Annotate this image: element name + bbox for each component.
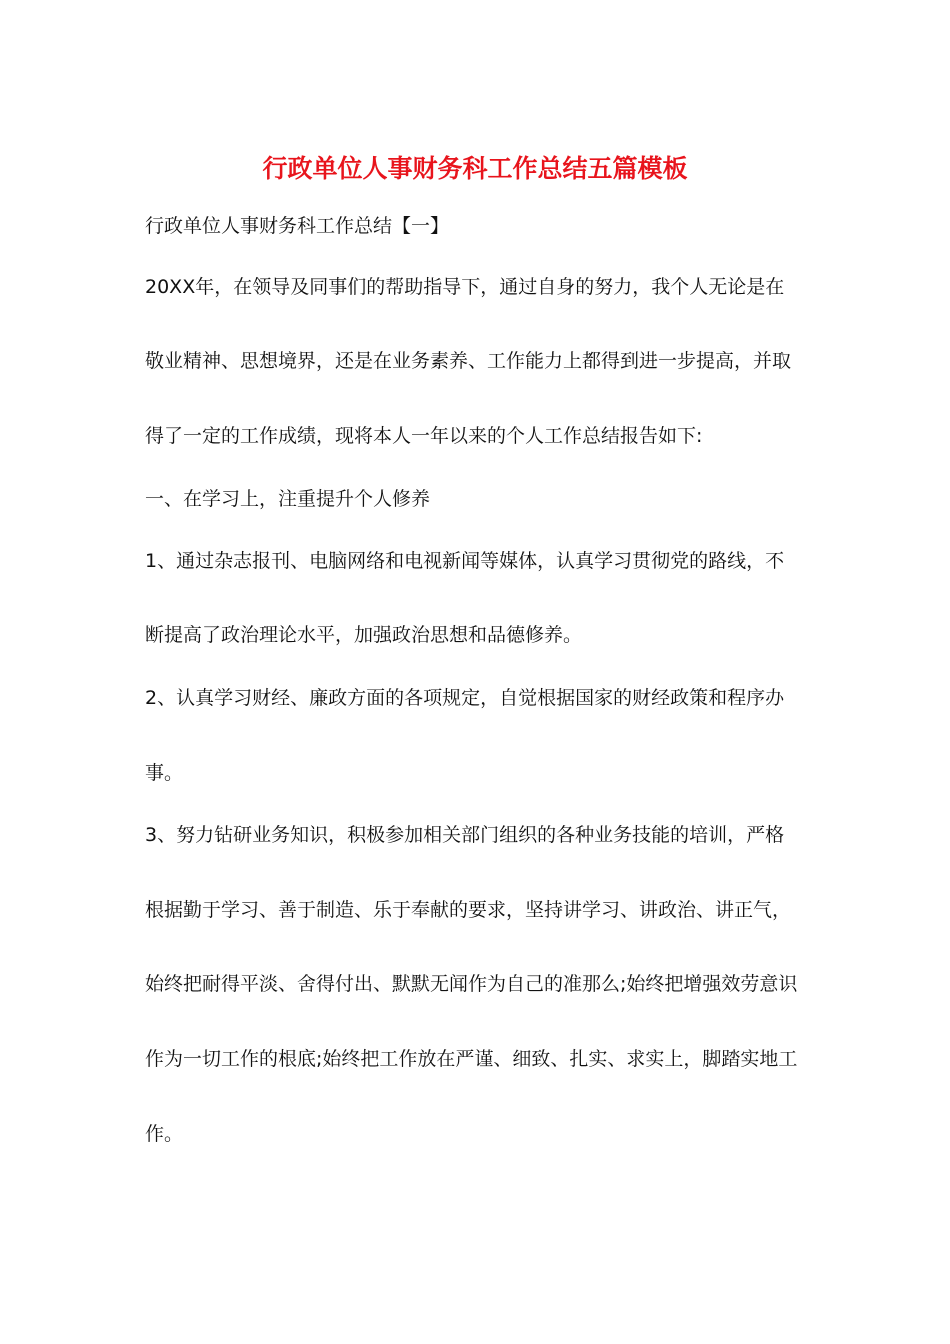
paragraph-line: 20XX年，在领导及同事们的帮助指导下，通过自身的努力，我个人无论是在 — [145, 276, 785, 298]
document-title: 行政单位人事财务科工作总结五篇模板 — [262, 154, 688, 183]
paragraph-line: 作为一切工作的根底;始终把工作放在严谨、细致、扎实、求实上，脚踏实地工 — [145, 1048, 798, 1070]
paragraph-line: 根据勤于学习、善于制造、乐于奉献的要求，坚持讲学习、讲政治、讲正气， — [145, 899, 792, 921]
paragraph-line: 敬业精神、思想境界，还是在业务素养、工作能力上都得到进一步提高，并取 — [145, 350, 792, 372]
subsection-heading: 一、在学习上，注重提升个人修养 — [145, 488, 431, 510]
paragraph-line: 始终把耐得平淡、舍得付出、默默无闻作为自己的准那么;始终把增强效劳意识 — [145, 973, 798, 995]
paragraph-line: 1、通过杂志报刊、电脑网络和电视新闻等媒体，认真学习贯彻党的路线，不 — [145, 550, 785, 572]
paragraph-line: 得了一定的工作成绩，现将本人一年以来的个人工作总结报告如下: — [145, 425, 703, 447]
paragraph-line: 作。 — [145, 1123, 184, 1145]
paragraph-line: 3、努力钻研业务知识，积极参加相关部门组织的各种业务技能的培训，严格 — [145, 824, 785, 846]
paragraph-line: 断提高了政治理论水平，加强政治思想和品德修养。 — [145, 624, 583, 646]
paragraph-line: 事。 — [145, 762, 184, 784]
paragraph-line: 2、认真学习财经、廉政方面的各项规定，自觉根据国家的财经政策和程序办 — [145, 687, 785, 709]
section-heading: 行政单位人事财务科工作总结【一】 — [145, 215, 450, 237]
